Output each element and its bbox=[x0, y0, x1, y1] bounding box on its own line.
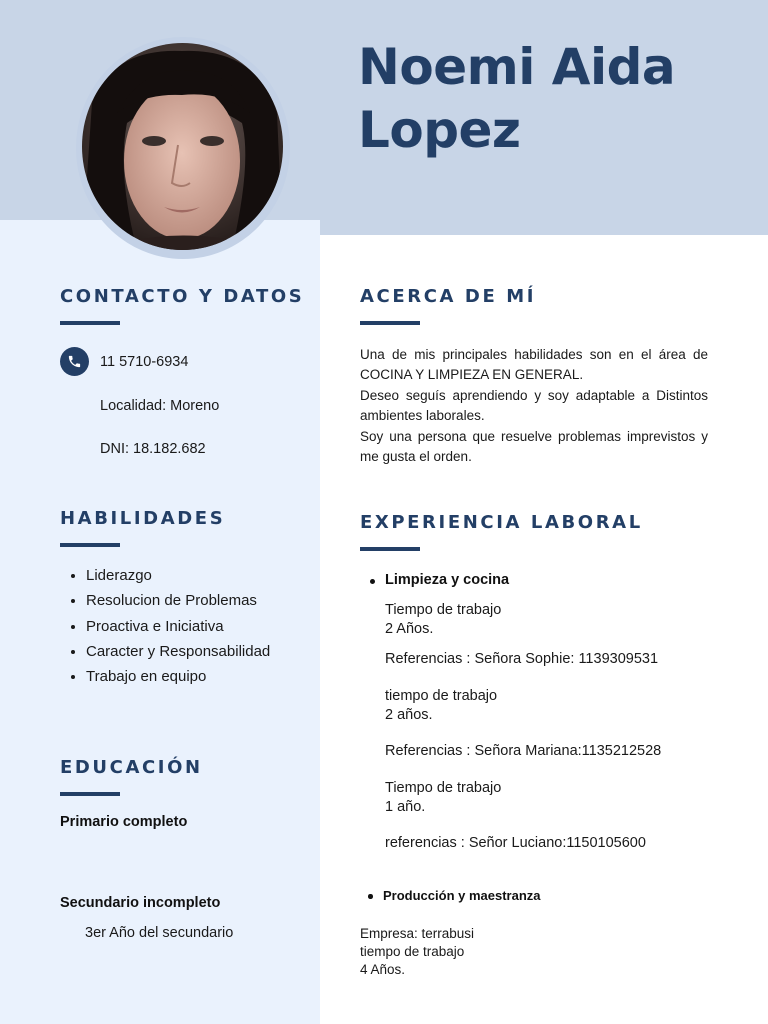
avatar bbox=[82, 43, 283, 250]
job1-time-label-1: Tiempo de trabajo bbox=[385, 602, 502, 618]
education-heading-rule bbox=[60, 792, 120, 796]
experience-heading: EXPERIENCIA LABORAL bbox=[360, 512, 643, 533]
about-paragraph: Deseo seguís aprendiendo y soy adaptable a Distintos ambientes laborales. bbox=[360, 387, 708, 424]
job-bullet bbox=[370, 579, 375, 584]
contact-locality: Localidad: Moreno bbox=[100, 398, 220, 414]
experience-heading-rule bbox=[360, 547, 420, 551]
about-paragraph: Una de mis principales habilidades son en el área de COCINA Y LIMPIEZA EN GENERAL. bbox=[360, 347, 708, 383]
job-title-2: Producción y maestranza bbox=[383, 888, 541, 903]
list-item: • Liderazgo bbox=[86, 563, 270, 588]
about-heading-rule bbox=[360, 321, 420, 325]
job1-duration-3: 1 año. bbox=[385, 799, 426, 815]
education-heading: EDUCACIÓN bbox=[60, 757, 203, 778]
list-item: • Resolucion de Problemas bbox=[86, 588, 270, 613]
education-secondary-detail: 3er Año del secundario bbox=[85, 925, 234, 941]
job1-reference-3: referencias : Señor Luciano:1150105600 bbox=[385, 835, 646, 851]
education-primary: Primario completo bbox=[60, 814, 188, 830]
education-secondary: Secundario incompleto bbox=[60, 895, 221, 911]
phone-icon bbox=[60, 347, 89, 376]
list-item: • Proactiva e Iniciativa bbox=[86, 614, 270, 639]
about-heading: ACERCA DE MÍ bbox=[360, 286, 537, 307]
job2-company: Empresa: terrabusi bbox=[360, 926, 475, 941]
job-bullet bbox=[368, 894, 373, 899]
job2-time-label: tiempo de trabajo bbox=[360, 944, 465, 959]
skills-list bbox=[66, 563, 270, 689]
job-title-1: Limpieza y cocina bbox=[385, 572, 510, 588]
job1-time-label-2: tiempo de trabajo bbox=[385, 688, 498, 704]
contact-heading-rule bbox=[60, 321, 120, 325]
list-item: • Caracter y Responsabilidad bbox=[86, 639, 270, 664]
contact-heading: CONTACTO Y DATOS bbox=[60, 286, 305, 307]
list-item: • Trabajo en equipo bbox=[86, 664, 270, 689]
about-text bbox=[360, 345, 708, 467]
contact-dni: DNI: 18.182.682 bbox=[100, 441, 206, 457]
job1-reference-2: Referencias : Señora Mariana:1135212528 bbox=[385, 743, 662, 759]
skills-heading: HABILIDADES bbox=[60, 508, 226, 529]
name-line-2: Lopez bbox=[358, 101, 521, 159]
job1-duration-2: 2 años. bbox=[385, 707, 433, 723]
job1-duration-1: 2 Años. bbox=[385, 621, 434, 637]
page-title bbox=[358, 36, 758, 162]
name-line-1: Noemi Aida bbox=[358, 38, 676, 96]
contact-phone: 11 5710-6934 bbox=[100, 354, 189, 370]
job1-time-label-3: Tiempo de trabajo bbox=[385, 780, 502, 796]
about-paragraph: Soy una persona que resuelve problemas imprevistos y me gusta el orden. bbox=[360, 428, 708, 465]
job2-duration: 4 Años. bbox=[360, 962, 406, 977]
skills-heading-rule bbox=[60, 543, 120, 547]
job1-reference-1: Referencias : Señora Sophie: 1139309531 bbox=[385, 651, 659, 667]
